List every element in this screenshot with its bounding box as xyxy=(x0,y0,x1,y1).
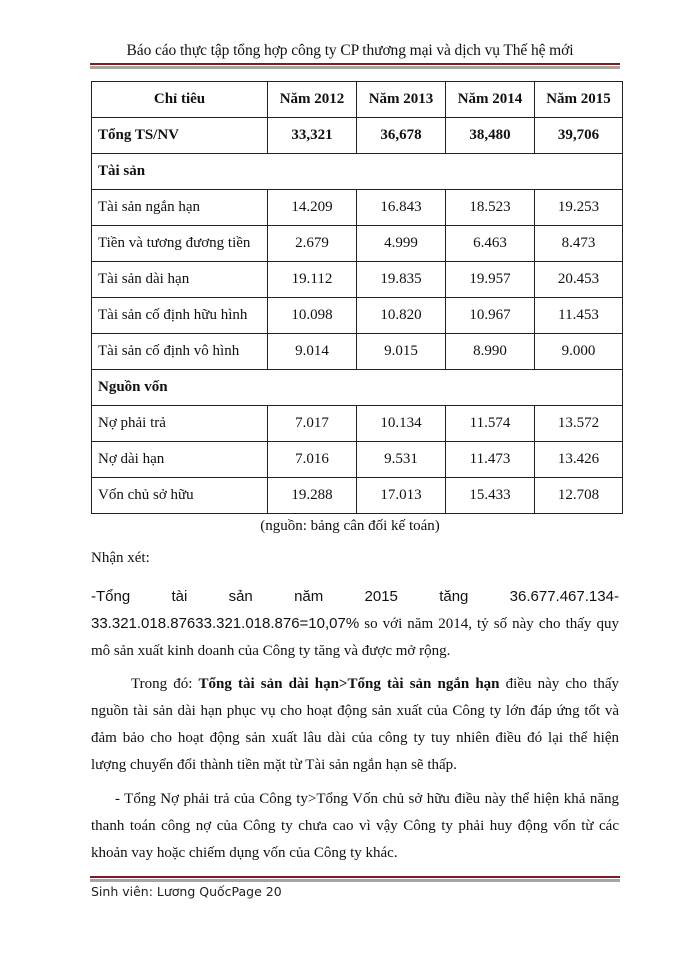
row-label: Nợ dài hạn xyxy=(92,442,268,478)
cell-value: 19.288 xyxy=(268,478,357,514)
cell-value: 9.531 xyxy=(357,442,446,478)
remark-1-first-line xyxy=(91,583,619,610)
cell-value: 19.957 xyxy=(446,262,535,298)
col-header: Năm 2015 xyxy=(535,82,623,118)
cell-value: 9.014 xyxy=(268,334,357,370)
table-row xyxy=(92,478,623,514)
cell-value: 4.999 xyxy=(357,226,446,262)
cell-value: 17.013 xyxy=(357,478,446,514)
remark-1-calc: 33.321.018.87633.321.018.876=10,07% xyxy=(91,615,360,632)
table-section-row xyxy=(92,370,623,406)
cell-value: 10.134 xyxy=(357,406,446,442)
cell-value: 9.015 xyxy=(357,334,446,370)
table-section-row xyxy=(92,154,623,190)
cell-value: 9.000 xyxy=(535,334,623,370)
cell-value: 10.967 xyxy=(446,298,535,334)
cell-value: 19.112 xyxy=(268,262,357,298)
page-header-title: Báo cáo thực tập tổng hợp công ty CP thương mại và dịch vụ Thế hệ mới xyxy=(126,42,574,59)
remarks-heading: Nhận xét: xyxy=(91,550,150,566)
remark-2-rest: điều này cho thấy nguồn tài sản dài hạn phục vụ cho hoạt động sản xuất của Công ty lớn đáp ứng tốt và đảm bảo cho hoạt động sản xuất lâu dài của công ty tuy nhiên điều đó lại thể hiện lượng chuyển đổi thành tiền mặt từ Tài sản ngắn hạn sẽ thấp. xyxy=(91,676,619,773)
cell-value: 11.473 xyxy=(446,442,535,478)
cell-value: 20.453 xyxy=(535,262,623,298)
header-rule-red xyxy=(90,63,620,65)
row-label: Tài sản dài hạn xyxy=(92,262,268,298)
cell-value: 33,321 xyxy=(268,118,357,154)
cell-value: 13.426 xyxy=(535,442,623,478)
remark-1-rest: so với năm 2014, tỷ số này cho thấy quy mô sản xuất kinh doanh của Công ty tăng và được mở rộng. xyxy=(91,616,619,659)
cell-value: 12.708 xyxy=(535,478,623,514)
cell-value: 11.453 xyxy=(535,298,623,334)
col-header: Chỉ tiêu xyxy=(92,82,268,118)
cell-value: 2.679 xyxy=(268,226,357,262)
remark-2-bold: Tổng tài sản dài hạn>Tổng tài sản ngắn hạn xyxy=(198,676,500,692)
financial-table xyxy=(91,81,623,514)
cell-value: 13.572 xyxy=(535,406,623,442)
cell-value: 38,480 xyxy=(446,118,535,154)
remark-1-word: năm xyxy=(294,588,324,605)
section-label-sources: Nguồn vốn xyxy=(92,370,623,406)
col-header: Năm 2014 xyxy=(446,82,535,118)
table-row xyxy=(92,334,623,370)
remark-paragraph-3: - Tổng Nợ phải trả của Công ty>Tổng Vốn chủ sở hữu điều này thể hiện khả năng thanh toán công nợ của Công ty chưa cao vì vậy Công ty phải huy động vốn từ các khoản vay hoặc chiếm dụng vốn của Công ty khác. xyxy=(91,791,619,861)
row-label: Tài sản ngắn hạn xyxy=(92,190,268,226)
table-row xyxy=(92,406,623,442)
col-header: Năm 2013 xyxy=(357,82,446,118)
table-row xyxy=(92,262,623,298)
remark-2-prefix: Trong đó: xyxy=(131,676,199,692)
col-header: Năm 2012 xyxy=(268,82,357,118)
cell-value: 14.209 xyxy=(268,190,357,226)
remark-1-word: tăng xyxy=(439,588,469,605)
cell-value: 10.820 xyxy=(357,298,446,334)
remark-1-word: -Tổng xyxy=(91,588,131,605)
table-row-total xyxy=(92,118,623,154)
row-label: Tài sản cố định hữu hình xyxy=(92,298,268,334)
cell-value: 16.843 xyxy=(357,190,446,226)
remark-1-word: 36.677.467.134- xyxy=(509,588,619,605)
cell-value: 6.463 xyxy=(446,226,535,262)
footer-rule-red xyxy=(90,876,620,878)
cell-value: 8.990 xyxy=(446,334,535,370)
table-source-note: (nguồn: bảng cân đối kế toán) xyxy=(260,518,440,534)
remark-1-word: 2015 xyxy=(364,588,398,605)
table-row xyxy=(92,190,623,226)
cell-value: 36,678 xyxy=(357,118,446,154)
cell-value: 19.253 xyxy=(535,190,623,226)
cell-value: 7.017 xyxy=(268,406,357,442)
remark-1-body xyxy=(91,610,619,665)
cell-value: 18.523 xyxy=(446,190,535,226)
cell-value: 19.835 xyxy=(357,262,446,298)
cell-value: 10.098 xyxy=(268,298,357,334)
cell-value: 15.433 xyxy=(446,478,535,514)
remark-paragraph-2 xyxy=(91,671,619,779)
section-label-assets: Tài sản xyxy=(92,154,623,190)
table-row xyxy=(92,442,623,478)
cell-value: 7.016 xyxy=(268,442,357,478)
cell-value: 11.574 xyxy=(446,406,535,442)
row-label: Nợ phải trả xyxy=(92,406,268,442)
page-footer: Sinh viên: Lương QuốcPage 20 xyxy=(91,884,282,899)
cell-value: 39,706 xyxy=(535,118,623,154)
cell-value: 8.473 xyxy=(535,226,623,262)
remark-1-word: sản xyxy=(228,588,253,605)
table-header-row xyxy=(92,82,623,118)
row-label: Tài sản cố định vô hình xyxy=(92,334,268,370)
table-row xyxy=(92,226,623,262)
header-rule-gray xyxy=(90,66,620,69)
footer-rule-gray xyxy=(90,879,620,882)
row-label: Vốn chủ sở hữu xyxy=(92,478,268,514)
row-label: Tổng TS/NV xyxy=(92,118,268,154)
table-row xyxy=(92,298,623,334)
remark-paragraph-1 xyxy=(91,583,619,665)
remark-1-word: tài xyxy=(171,588,188,605)
row-label: Tiền và tương đương tiền xyxy=(92,226,268,262)
